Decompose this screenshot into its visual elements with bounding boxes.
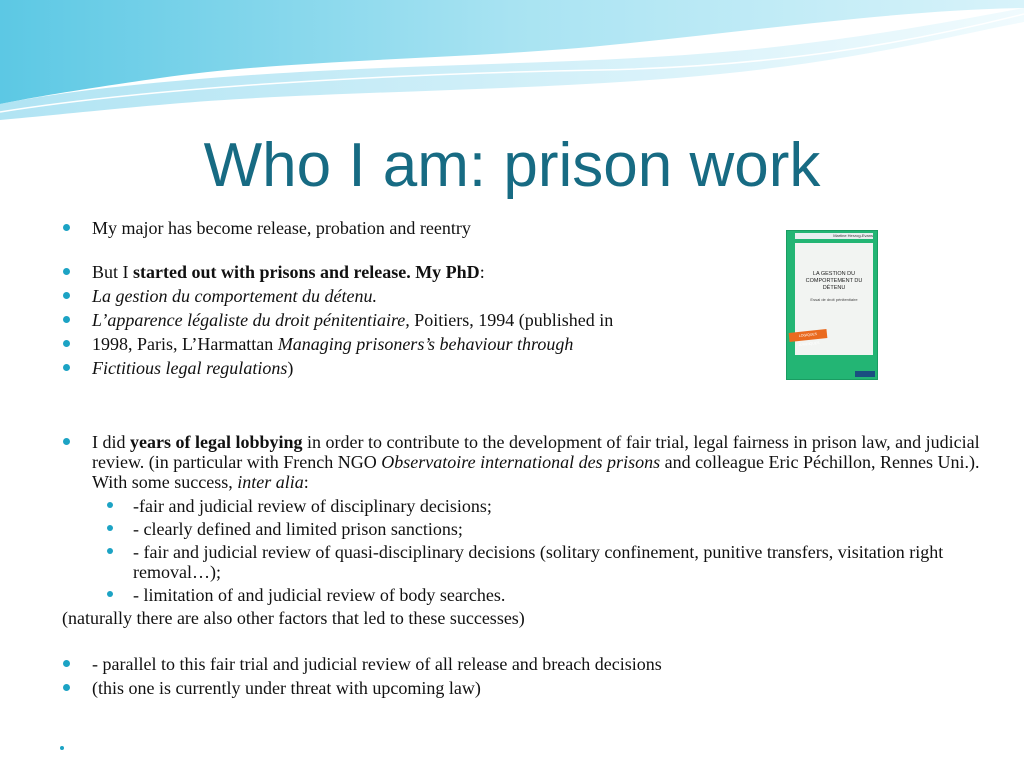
- slide-title: Who I am: prison work: [203, 131, 821, 200]
- publisher-text: 1998, Paris, L’Harmattan: [92, 334, 278, 354]
- empty-bullet-dot: [60, 746, 64, 750]
- thesis-title-text: La gestion du comportement du détenu.: [92, 286, 377, 306]
- note-other-factors: (naturally there are also other factors that led to these successes): [62, 608, 525, 628]
- book-title: LA GESTION DU COMPORTEMENT DU DÉTENU: [805, 271, 863, 291]
- bullet-lobbying: [62, 432, 982, 492]
- inter-alia-text: inter alia: [237, 472, 304, 492]
- bullet-phd-suffix: :: [479, 262, 485, 282]
- sub-bullet-disciplinary: [62, 496, 982, 516]
- lobbying-bold: years of legal lobbying: [130, 432, 303, 452]
- sub-bullet-text: -fair and judicial review of disciplinary decisions;: [133, 496, 492, 516]
- fictitious-suffix: ): [287, 358, 294, 378]
- translated-title-text: Managing prisoners’s behaviour through: [277, 334, 574, 354]
- bullet-threat: [62, 678, 982, 698]
- bullet-major-text: My major has become release, probation and reentry: [92, 218, 471, 238]
- header-wave-decoration: [0, 0, 1024, 140]
- sub-bullet-text: - clearly defined and limited prison sanctions;: [133, 519, 463, 539]
- sub-bullet-body-searches: [62, 585, 982, 605]
- thesis-subtitle-text: L’apparence légaliste du droit pénitentiaire,: [92, 310, 410, 330]
- threat-text: (this one is currently under threat with upcoming law): [92, 678, 481, 698]
- sub-bullet-text: - limitation of and judicial review of body searches.: [133, 585, 506, 605]
- thesis-publication-text: Poitiers, 1994 (published in: [409, 310, 614, 330]
- book-author: Martine Herzog-Evans: [795, 233, 873, 239]
- book-subtitle: Essai de droit pénitentiaire: [810, 297, 858, 302]
- lobbying-text: in order to contribute to the development of fair trial, legal fairness in prison law, and judicial review. (in particular with French NGO: [92, 432, 980, 472]
- book-series-stripe: LOGIQUES JURIDIQUES: [789, 329, 828, 342]
- lobbying-text-2: and colleague Eric Péchillon, Rennes Uni.). With some success,: [92, 452, 980, 492]
- lobbying-prefix: I did: [92, 432, 130, 452]
- publisher-logo: [855, 371, 875, 377]
- sub-bullet-quasi-disciplinary: [62, 542, 982, 582]
- parallel-text: - parallel to this fair trial and judicial review of all release and breach decisions: [92, 654, 662, 674]
- lobbying-suffix: :: [303, 472, 309, 492]
- bullet-phd-bold: started out with prisons and release. My PhD: [133, 262, 480, 282]
- sub-bullet-text: - fair and judicial review of quasi-disciplinary decisions (solitary confinement, punitive transfers, visitation right removal…);: [133, 542, 944, 582]
- bullet-parallel: [62, 654, 982, 674]
- book-cover-image: [786, 230, 878, 380]
- sub-bullet-sanctions: [62, 519, 982, 539]
- bullet-phd-prefix: But I: [92, 262, 134, 282]
- ngo-name: Observatoire international des prisons: [381, 452, 661, 472]
- fictitious-text: Fictitious legal regulations: [92, 358, 288, 378]
